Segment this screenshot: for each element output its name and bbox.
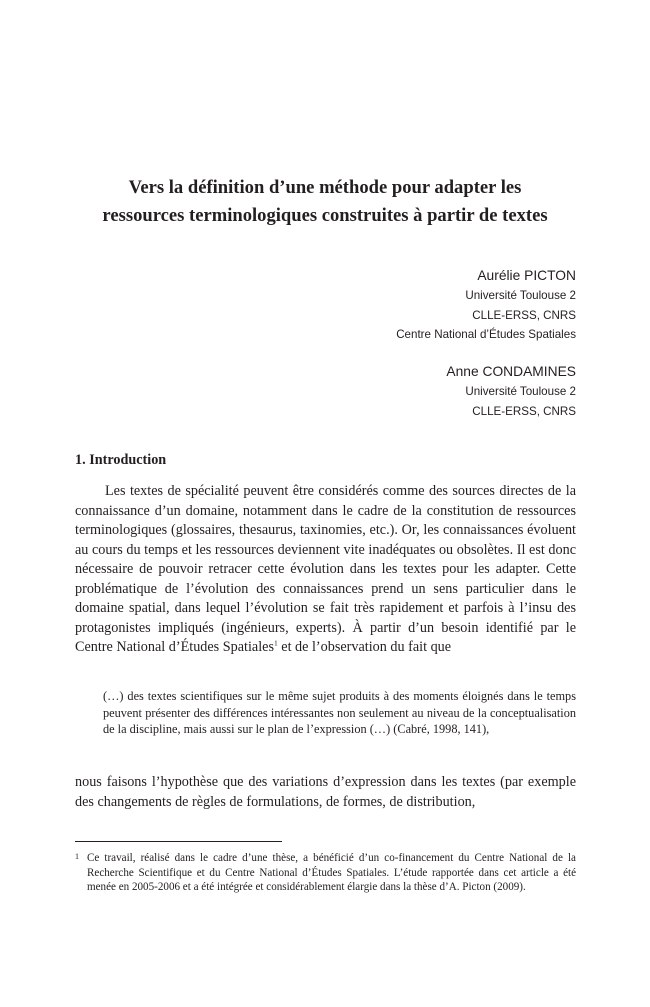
block-quote: (…) des textes scientifiques sur le même sujet produits à des moments éloignés dans le temps peuvent présenter des différences intéressantes non seulement au niveau de la conceptualisation de la discipline, mais aussi sur le plan de l’expression (…) (Cabré, 1998, 141), — [103, 689, 576, 736]
continuation-paragraph: nous faisons l’hypothèse que des variations d’expression dans les textes (par exemple des changements de règles de formulations, de formes, de distribution, — [75, 774, 576, 810]
author-affiliation: Université Toulouse 2 — [465, 385, 576, 398]
author-name: Aurélie PICTON — [477, 268, 576, 283]
paragraph-text: Les textes de spécialité peuvent être considérés comme des sources directes de la connaissance d’un domaine, notamment dans le cadre de la constitution de ressources terminologiques (glossaires, thesaurus, taxinomies, etc.). Or, les connaissances évoluent au cours du temps et les ressources deviennent vite inadéquates ou obsolètes. Il est donc nécessaire de pouvoir retracer cette évolution dans les textes pour les adapter. Cette problématique de l’évolution des connaissances prend un sens particulier dans le domaine spatial, dans lequel l’évolution se fait très rapidement et parfois à l’insu des protagonistes impliqués (ingénieurs, experts). À partir d’un besoin identifié par le Centre National d’Études Spatiales — [75, 483, 576, 655]
author-block-1 — [176, 266, 576, 345]
introduction-paragraph — [75, 482, 576, 658]
footnote — [75, 851, 576, 895]
author-affiliation: Centre National d’Études Spatiales — [396, 328, 576, 341]
author-block-2 — [176, 362, 576, 421]
footnote-text: Ce travail, réalisé dans le cadre d’une thèse, a bénéficié d’un co-financement du Centre National de la Recherche Scientifique et du Centre National d’Études Spatiales. L’étude rapportée dans cet article a été menée en 2005-2006 et a été intégrée et considérablement élargie dans la thèse d’A. Picton (2009). — [87, 852, 576, 894]
footnote-number: 1 — [75, 852, 79, 861]
title-line-2: ressources terminologiques construites à partir de textes — [102, 205, 548, 226]
section-heading: 1. Introduction — [75, 452, 167, 468]
footnote-reference: 1 — [273, 638, 278, 648]
author-affiliation: CLLE-ERSS, CNRS — [472, 308, 576, 322]
author-affiliation: Université Toulouse 2 — [465, 289, 576, 302]
title-line-1: Vers la définition d’une méthode pour adapter les — [128, 177, 522, 198]
paragraph-text-end: et de l’observation du fait que — [277, 639, 452, 655]
author-affiliation: CLLE-ERSS, CNRS — [472, 404, 576, 418]
footnote-divider — [75, 841, 282, 842]
author-name: Anne CONDAMINES — [446, 364, 576, 379]
paper-title — [60, 174, 590, 230]
